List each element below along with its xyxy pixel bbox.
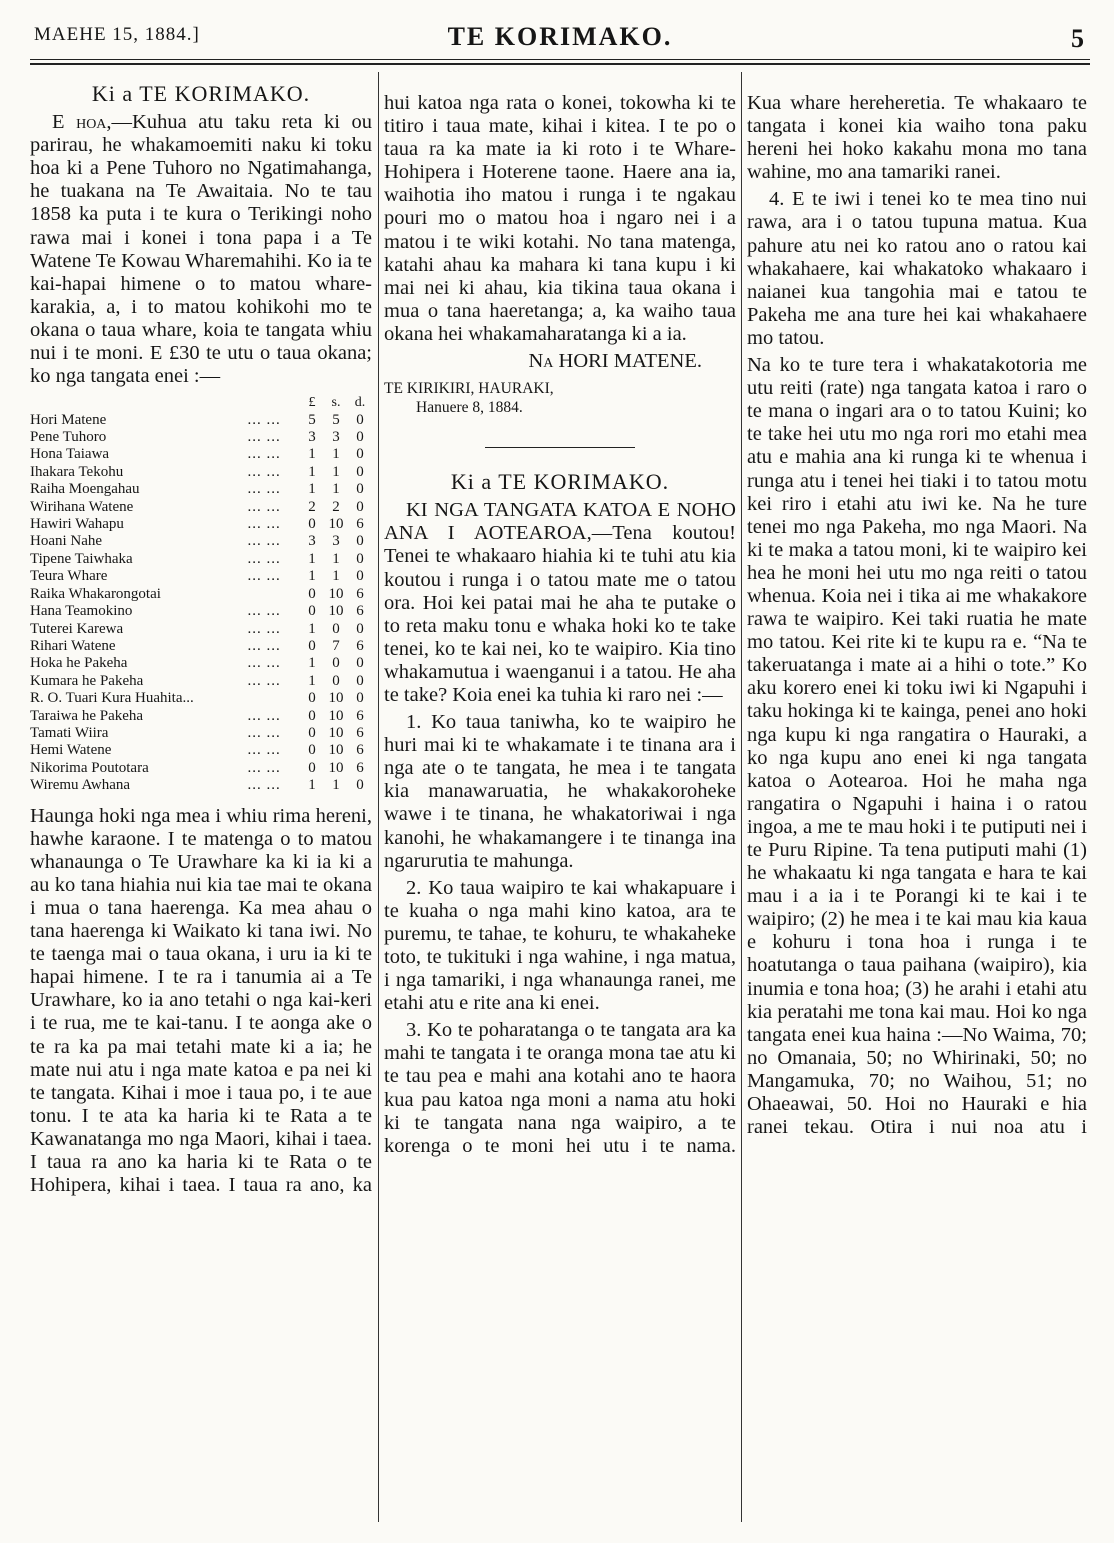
subscriber-name: Ihakara Tekohu <box>30 463 124 480</box>
column-1 <box>30 74 372 1197</box>
leader-dots: ... ... <box>247 759 281 776</box>
subscriber-row <box>30 708 372 725</box>
subscriber-row <box>30 760 372 777</box>
article2-point-1: 1. Ko taua taniwha, ko te waipiro he huri mai ki te whakamate i te tinana ara i nga ate o te tangata, he mea i te tangata kia manawaruatia, he whakakoroheke wawe i te tinana, he whakatoriwai i nga kanohi, he whakamangere i te tinanga ina ngarurutia te mahunga. <box>384 711 736 872</box>
subscriber-row <box>30 516 372 533</box>
amount-shillings: 10 <box>328 707 344 724</box>
subscriber-row <box>30 777 372 794</box>
amount-shillings: 1 <box>332 446 340 463</box>
subscriber-row <box>30 464 372 481</box>
article2-greeting: KI NGA TANGATA KATOA E NOHO ANA I AOTEAROA,—Tena koutou! Tenei te whakaaro hiahia ki te tuhi atu kia koutou i runga i o tatou mate me o tatou ora. Hoi kei patai mai he aha te putake o to reta maku tonu e whaka hoki ko te take tenei, ko te kai nei, ko te waipiro. Kia tino whakamutua i waenganui i a tatou. He aha te take? Koia enei ka tuhia ki raro nei :— <box>384 499 737 706</box>
amount-pence: 6 <box>356 516 364 533</box>
column-3 <box>747 92 1087 1139</box>
subscriber-name: Hori Matene <box>30 411 107 428</box>
subscriber-row <box>30 481 372 498</box>
amount-shillings: 1 <box>332 550 340 567</box>
article2-point-4: 4. E te iwi i tenei ko te mea tino nui rawa, ara i o tatou tupuna matua. Kua pahure atu nei ko ratou ano o ratou kai whakahaere, kai whakatoko whakaaro i naianei kua tangohia mai e tatou te Pakeha me ana ture hei kai whakahaere mo tatou. <box>747 188 1087 349</box>
leader-dots <box>242 690 300 707</box>
subscriber-name: Hoka he Pakeha <box>30 655 128 672</box>
amount-pounds: 0 <box>308 637 316 654</box>
amount-shillings: 10 <box>328 690 344 707</box>
amount-shillings: 0 <box>332 672 340 689</box>
subscriber-name: Pene Tuhoro <box>30 429 107 446</box>
article2-address: KI NGA TANGATA KATOA E NOHO ANA I AOTEAROA, <box>384 499 736 545</box>
article1-signature: Na HORI MATENE. <box>528 350 702 373</box>
amount-pounds: 0 <box>308 516 316 533</box>
amount-pounds: 0 <box>308 585 316 602</box>
amount-pence: 0 <box>356 568 364 585</box>
subscriber-name: Hoani Nahe <box>30 533 103 550</box>
leader-dots: ... ... <box>247 777 281 794</box>
header-rule-thick <box>30 63 1090 65</box>
leader-dots: ... ... <box>247 429 281 446</box>
amount-pounds: 1 <box>308 568 316 585</box>
subscriber-row <box>30 725 372 742</box>
amount-shillings: 0 <box>332 620 340 637</box>
amount-pounds: 0 <box>308 724 316 741</box>
subscriber-name: Hemi Watene <box>30 742 112 759</box>
subscriber-row <box>30 551 372 568</box>
amount-pence: 0 <box>356 463 364 480</box>
leader-dots: ... ... <box>247 481 281 498</box>
header-shillings: s. <box>331 395 341 411</box>
leader-dots: ... ... <box>247 446 281 463</box>
amount-shillings: 1 <box>332 463 340 480</box>
leader-dots: ... ... <box>247 411 281 428</box>
amount-pounds: 1 <box>308 481 316 498</box>
amount-pounds: 2 <box>308 498 316 515</box>
subscriber-name: Wiremu Awhana <box>30 777 131 794</box>
amount-pounds: 1 <box>308 463 316 480</box>
header-pounds: £ <box>308 395 316 411</box>
amount-pence: 6 <box>356 724 364 741</box>
subscriber-row <box>30 603 372 620</box>
article1-intro <box>30 111 372 388</box>
leader-dots: ... ... <box>247 742 281 759</box>
amount-shillings: 10 <box>328 516 344 533</box>
subscriber-name: Teura Whare <box>30 568 108 585</box>
amount-pounds: 0 <box>308 707 316 724</box>
amount-pounds: 5 <box>308 411 316 428</box>
amount-pounds: 0 <box>308 690 316 707</box>
amount-shillings: 0 <box>332 655 340 672</box>
amount-shillings: 7 <box>332 637 340 654</box>
subscriber-row <box>30 429 372 446</box>
leader-dots: ... ... <box>247 637 281 654</box>
article1-salutation: E hoa, <box>52 111 112 134</box>
header-pence: d. <box>354 395 366 411</box>
subscriber-row <box>30 533 372 550</box>
subscriber-name: Tuterei Karewa <box>30 620 124 637</box>
article1-continuation: Haunga hoki nga mea i whiu rima hereni, hawhe karaone. I te matenga o to matou whanaunga o Te Urawhare ka ki ia ki a au ko tana hiahia nui kia tae mai te okana i mua o tana haerenga. Ka mea ahau o tana haerenga ki Waikato ki tana iwi. No te taenga mai o taua okana, i uru ia ki te hapai himene. I te ra i tanumia ai a Te Urawhare, ko ia ano tetahi o nga kai-keri i te rua, me te kai-tanu. I te aonga ake o te ra ka pa mai tetahi mate ki a ia; he mate nui atu i nga mate katoa e pa nei ki te tangata. Kihai i moe i taua po, i te aue tonu. I te ata ka haria ki te Rata a te Kawanatanga mo nga Maori, kihai i taea. I taua ra ano ka haria ki te Rata o te Hohipera, kihai i taea. I taua ra ano, ka <box>30 804 372 1197</box>
article1-date: Hanuere 8, 1884. <box>416 399 523 417</box>
subscriber-row <box>30 673 372 690</box>
leader-dots: ... ... <box>247 516 281 533</box>
subscriber-row <box>30 690 372 707</box>
leader-dots: ... ... <box>247 498 281 515</box>
leader-dots: ... ... <box>247 603 281 620</box>
amount-shillings: 2 <box>332 498 340 515</box>
masthead <box>30 18 1090 58</box>
header-rule <box>30 59 1090 60</box>
amount-pence: 0 <box>356 411 364 428</box>
article2-point-3-continuation: Kua whare hereheretia. Te whakaaro te tangata i konei kia waiho tona paku hereni hei hoko kakahu mona mo tana wahine, mo ana tamariki ranei. <box>747 92 1087 184</box>
article2-point-2: 2. Ko taua waipiro te kai whakapuare i te kuaha o nga mahi kino katoa, ara te puremu, te tahae, te kohuru, te whakaheke toto, te tukituki i nga wahine, i nga matua, i nga tamariki, i nga whanaunga ranei, me etahi atu e rite ana ki enei. <box>384 876 736 1015</box>
amount-pence: 0 <box>356 446 364 463</box>
amount-pence: 0 <box>356 550 364 567</box>
amount-pence: 6 <box>356 637 364 654</box>
amount-pence: 0 <box>356 481 364 498</box>
article-separator <box>485 447 635 448</box>
amount-pence: 6 <box>356 707 364 724</box>
article1-place-name: TE KIRIKIRI, HAURAKI, <box>384 380 554 398</box>
subscriber-name: Hana Teamokino <box>30 603 133 620</box>
amount-pounds: 1 <box>308 620 316 637</box>
subscriber-name: Hawiri Wahapu <box>30 516 124 533</box>
subscriber-row <box>30 446 372 463</box>
subscriber-row <box>30 586 372 603</box>
amount-pounds: 0 <box>308 742 316 759</box>
amount-pence: 6 <box>356 585 364 602</box>
amount-shillings: 1 <box>332 777 340 794</box>
subscriber-table <box>30 394 372 794</box>
page-number: 5 <box>1071 24 1084 53</box>
subscriber-row <box>30 655 372 672</box>
article1-col2-continuation: hui katoa nga rata o konei, tokowha ki te titiro i taua mate, kihai i kitea. I te po o taua ra ka mate ia ki roto i te Whare-Hohipera i Hoterene taone. Haere ana ia, waihotia iho matou i runga i te ngakau pouri mo o matou hoa i ngaro nei i a matou i te wiki kotahi. No tana matenga, katahi ahau ka mahara ki tana kupu i ki mai nei ki ahau, kia tikina taua okana i mua o tana haeretanga; a, ka waiho taua okana hei whakamaharatanga ki a ia. <box>384 92 736 345</box>
subscriber-name: Wirihana Watene <box>30 498 134 515</box>
subscriber-name: Tipene Taiwhaka <box>30 550 133 567</box>
amount-shillings: 3 <box>332 429 340 446</box>
subscriber-rows <box>30 412 372 795</box>
issue-date: MAEHE 15, 1884.] <box>34 24 200 45</box>
amount-shillings: 1 <box>332 481 340 498</box>
amount-pounds: 0 <box>308 759 316 776</box>
article2-heading: Ki a TE KORIMAKO. <box>450 469 670 495</box>
column-divider-1 <box>378 72 379 1522</box>
leader-dots: ... ... <box>247 463 281 480</box>
leader-dots: ... ... <box>247 707 281 724</box>
subscriber-name: Tamati Wiira <box>30 724 109 741</box>
subscriber-name: Kumara he Pakeha <box>30 672 144 689</box>
amount-pence: 0 <box>356 429 364 446</box>
amount-pence: 0 <box>356 533 364 550</box>
subscriber-name: Nikorima Poutotara <box>30 759 149 776</box>
amount-pounds: 1 <box>308 655 316 672</box>
article1-intro-text: —Kuhua atu taku reta ki ou parirau, he whakamoemiti naku ki toku hoa ki a Pene Tuhoro no Ngatimahanga, he tuakana na Te Awaitaia. No te tau 1858 ka puta i te kura o Terikingi noho rawa mai i konei i tona papa i a Te Watene Te Kowau Wharemahihi. Ko ia te kai-hapai himene o to matou whare-karakia, a, i to matou kohikohi mo te okana o taua whare, koia te tangata whiu nui i te moni. E £30 te utu o taua okana; ko nga tangata enei :— <box>30 111 372 388</box>
amount-pounds: 0 <box>308 603 316 620</box>
amount-shillings: 10 <box>328 759 344 776</box>
amount-shillings: 3 <box>332 533 340 550</box>
amount-pence: 6 <box>356 603 364 620</box>
subscriber-name: Raika Whakarongotai <box>30 585 161 602</box>
subscriber-row <box>30 638 372 655</box>
leader-dots: ... ... <box>247 568 281 585</box>
article1-heading: Ki a TE KORIMAKO. <box>91 81 311 106</box>
subscriber-row <box>30 412 372 429</box>
amount-pence: 0 <box>356 690 364 707</box>
amount-shillings: 10 <box>328 742 344 759</box>
subscriber-name: R. O. Tuari Kura Huahita... <box>30 690 194 707</box>
subscriber-name: Taraiwa he Pakeha <box>30 707 144 724</box>
amount-shillings: 5 <box>332 411 340 428</box>
amount-pounds: 1 <box>308 672 316 689</box>
amount-pounds: 3 <box>308 533 316 550</box>
amount-shillings: 10 <box>328 724 344 741</box>
amount-pounds: 1 <box>308 777 316 794</box>
amount-shillings: 1 <box>332 568 340 585</box>
leader-dots: ... ... <box>247 533 281 550</box>
subscriber-name: Rihari Watene <box>30 637 116 654</box>
leader-dots: ... ... <box>247 620 281 637</box>
leader-dots: ... ... <box>247 655 281 672</box>
leader-dots: ... ... <box>247 724 281 741</box>
subscriber-row <box>30 742 372 759</box>
amount-shillings: 10 <box>328 585 344 602</box>
amount-pence: 6 <box>356 759 364 776</box>
newspaper-title: TE KORIMAKO. <box>447 22 673 51</box>
subscriber-row <box>30 621 372 638</box>
amount-pence: 0 <box>356 655 364 672</box>
amount-pounds: 1 <box>308 446 316 463</box>
amount-pence: 0 <box>356 620 364 637</box>
article2-paragraph-5: Na ko te ture tera i whakatakotoria me utu reiti (rate) nga tangata katoa i raro o te mana o ingari ara o to tatou Kuini; ko te take hei utu mo nga rori mo etahi mea atu e mahia ana ki runga ki te whenua i runga atu i tenei hei tiaki i to tatou motu kei riro i etahi atu iwi ke. Na he ture tenei mo nga Pakeha, mo nga Maori. Na ki te maka a tatou moni, ki te waipiro kei hea he moni hei utu mo nga reiti o tatou whenua. Koia nei i tika ai me whakakore rawa te waipiro. Kei taki ruatia he mate mo tatou. Kei rite ki te kupu ra e. “Na te takeruatanga i mate ai a hihi o tote.” Ko aku korero enei ki toku iwi ki Ngapuhi i taku hokinga ki te kainga, penei ano hoki nga kupu ki nga rangatira o Hauraki, a ko nga kupu ano enei ki nga tangata katoa o Aotearoa. Hoi he maha nga rangatira o Ngapuhi i haina i o ratou ingoa, a me te mau hoki i te putiputi nei i te Puru Ripine. Ta tena putiputi mahi (1) he whakaatu ki nga tangata e hara te kai mau i a ia i te Porangi ki te kai i te waipiro; (2) he mea i te kai mau kia kaua e kohuru i tona hoa i runga i te hoatutanga o taua paihana (waipiro), kia inumia e tona hoa; (3) he arahi i etahi atu kia peratahi me tona kai mau. Hoi ko nga tangata enei kua haina :—No Waima, 70; no Omanaia, 50; no Whirinaki, 50; no Mangamuka, 70; no Waihou, 51; no Ohaeawai, 50. Hoi no Hauraki e hia ranei tekau. Otira i nui noa atu i <box>747 354 1087 1139</box>
leader-dots: ... ... <box>247 672 281 689</box>
amount-pounds: 3 <box>308 429 316 446</box>
amount-shillings: 10 <box>328 603 344 620</box>
amount-pence: 0 <box>356 672 364 689</box>
amount-pounds: 1 <box>308 550 316 567</box>
column-divider-2 <box>741 72 742 1522</box>
leader-dots <box>242 586 300 603</box>
amount-pence: 0 <box>356 777 364 794</box>
amount-pence: 0 <box>356 498 364 515</box>
article1-place <box>384 379 736 417</box>
subscriber-row <box>30 499 372 516</box>
leader-dots: ... ... <box>247 550 281 567</box>
subscriber-name: Raiha Moengahau <box>30 481 140 498</box>
amount-pence: 6 <box>356 742 364 759</box>
article2-point-3: 3. Ko te poharatanga o te tangata ara ka mahi te tangata i te oranga mona tae atu ki te tau pea e mahi ana kotahi ano te haora kua pau katoa nga moni a nama atu hoki ki te tangata nana nga waipiro, a te korenga o te moni hei utu i te nama. <box>384 1019 736 1157</box>
subscriber-row <box>30 568 372 585</box>
column-2 <box>384 92 736 1158</box>
currency-header-row <box>30 394 372 411</box>
subscriber-name: Hona Taiawa <box>30 446 110 463</box>
